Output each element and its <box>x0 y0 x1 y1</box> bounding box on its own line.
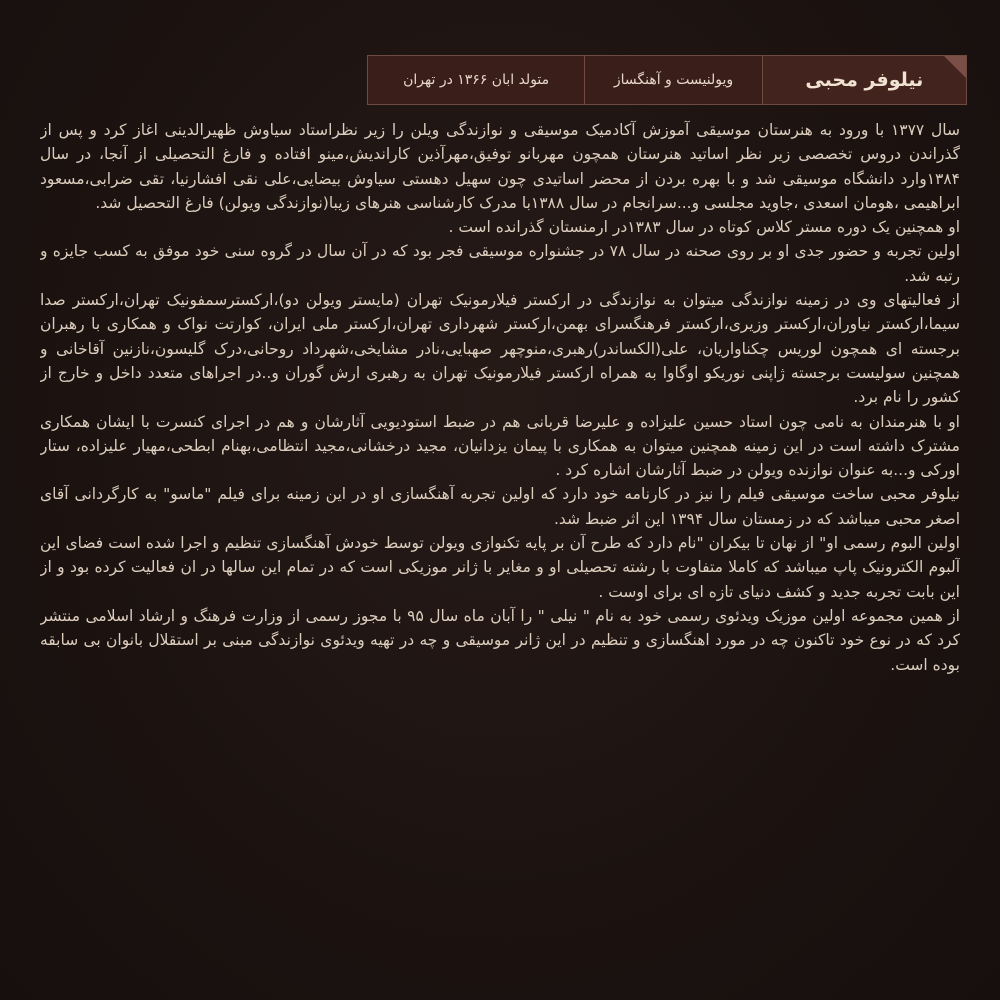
paragraph-6: نیلوفر محبی ساخت موسیقی فیلم را نیز در کارنامه خود دارد که اولین تجربه آهنگسازی او در این زمینه برای فیلم "ماسو" به کارگردانی آقای اصغر محبی میباشد که در زمستان سال ۱۳۹۴ این اثر ضبط شد. <box>40 485 960 528</box>
artist-role: ویولنیست و آهنگساز <box>584 56 761 104</box>
artist-birth: متولد ابان ۱۳۶۶ در تهران <box>403 72 550 88</box>
artist-name: نیلوفر محبی <box>762 56 966 104</box>
paragraph-5: او با هنرمندان به نامی چون استاد حسین علیزاده و علیرضا قربانی هم در ضبط استودیویی آثارشان و هم در اجرای کنسرت با ایشان همکاری مشترک داشته است در این زمینه همچنین میتوان به همکاری با پیمان یزدانیان، مجید درخشانی،مجید انتظامی،بهنام ابطحی،مهیار علیزاده، ستار اورکی و...به عنوان نوازنده ویولن در ضبط آثارشان اشاره کرد . <box>40 412 960 480</box>
paragraph-1: سال ۱۳۷۷ با ورود به هنرستان موسیقی آموزش آکادمیک موسیقی و نوازندگی ویلن را زیر نظراستاد سیاوش ظهیرالدینی اغاز کرد و پس از گذراندن دروس تخصصی زیر نظر اساتید هنرستان همچون مهربانو توفیق،مهرآذین کاراندیش،مینو افتاده و فارغ التحصیلی از آنجا، در سال ۱۳۸۴وارد دانشگاه موسیقی شد و با بهره بردن از محضر اساتیدی چون سهیل دهستی سیاوش بیضایی،علی نقی افشارنیا، تقی ضرابی،مسعود ابراهیمی ،هومان اسعدی ،جاوید مجلسی و...سرانجام در سال ۱۳۸۸با مدرک کارشناسی هنرهای زیبا(نوازندگی ویولن) فارغ التحصیل شد. <box>40 121 960 212</box>
paragraph-3: اولین تجربه و حضور جدی او بر روی صحنه در سال ۷۸ در جشنواره موسیقی فجر بود که در آن سال در گروه سنی خود موفق به کسب جایزه و رتبه شد. <box>40 242 960 285</box>
paragraph-4: از فعالیتهای وی در زمینه نوازندگی میتوان به نوازندگی در ارکستر فیلارمونیک تهران (مایستر ویولن دو)،ارکسترسمفونیک تهران،ارکستر صدا سیما،ارکستر نیاوران،ارکستر وزیری،ارکستر فرهنگسرای بهمن،ارکستر شهرداری تهران،ارکستر ملی ایران، کوارتت نواک و همکاری با رهبران برجسته ای همچون لوریس چکناواریان، علی(الکساندر)رهبری،منوچهر صهبایی،نادر مشایخی،شهرداد روحانی،درک گلیسون،نازنین آقاخانی و همچنین سولیست برجسته ژاپنی نوریکو اوگاوا به همراه ارکستر فیلارمونیک تهران به رهبری ارش گوران و..در اجراهای متعدد داخل و خارج از کشور را نام برد. <box>40 291 960 407</box>
biography-text <box>40 118 960 988</box>
paragraph-7: اولین البوم رسمی او" از نهان تا بیکران "نام دارد که طرح آن بر پایه تکنوازی ویولن توسط خودش آهنگسازی تنظیم و اجرا شده است فضای این آلبوم الکترونیک پاپ میباشد که کاملا متفاوت با رشته تحصیلی او و مغایر با ژانر موزیکی است که در تمام این سالها در ان فعالیت کرده بود و از این بابت تجربه جدید و کشف دنیای تازه ای برای اوست . <box>40 534 960 601</box>
paragraph-2: او همچنین یک دوره مستر کلاس کوتاه در سال ۱۳۸۳در ارمنستان گذرانده است . <box>448 218 960 237</box>
header-bar <box>367 55 967 105</box>
paragraph-8: از همین مجموعه اولین موزیک ویدئوی رسمی خود به نام " نیلی " را آبان ماه سال ۹۵ با مجوز رسمی از وزارت فرهنگ و ارشاد اسلامی منتشر کرد که در نوع خود تاکنون چه در مورد اهنگسازی و تنظیم در این ژانر موسیقی و چه در تهیه ویدئوی نوازندگی مبنی بر استقلال بانوان بی سابقه بوده است. <box>40 606 960 674</box>
